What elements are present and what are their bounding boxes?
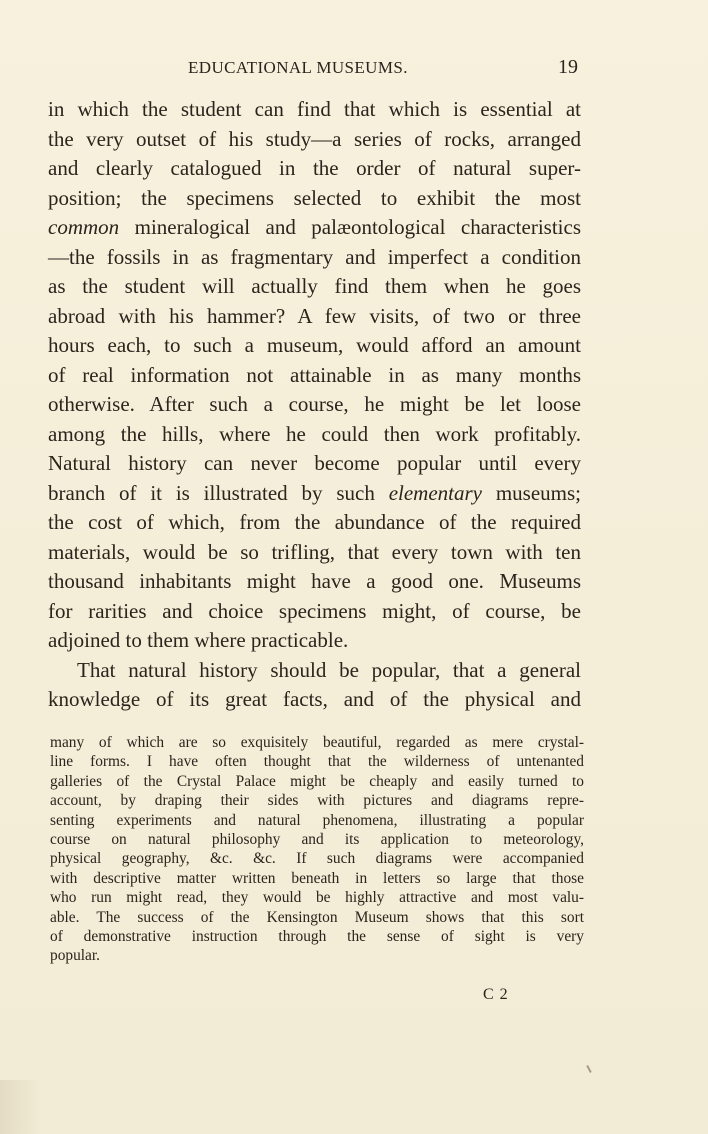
body-line: Natural history can never become popular until every — [48, 451, 581, 475]
page-header — [0, 56, 708, 84]
body-line: position; the specimens selected to exhibit the most — [48, 185, 581, 210]
signature-mark: C 2 — [483, 986, 509, 1003]
page-edge-shadow — [0, 1080, 42, 1134]
footnote-text — [50, 733, 584, 966]
body-line: and clearly catalogued in the order of natural super- — [48, 156, 581, 180]
body-line: hours each, to such a museum, would afford an amount — [48, 333, 581, 357]
running-head: EDUCATIONAL MUSEUMS. — [188, 58, 408, 77]
emphasis-word-common: common — [48, 215, 120, 239]
body-line: adjoined to them where practicable. — [48, 628, 349, 652]
body-line: materials, would be so trifling, that every town with ten — [48, 539, 581, 564]
body-line: of real information not attainable in as many months — [48, 362, 581, 387]
body-line: —the fossils in as fragmentary and imperfect a condition — [48, 244, 581, 269]
footnote-line: able. The success of the Kensington Museum shows that this sort — [50, 908, 584, 926]
body-line: in which the student can find that which is essential at — [48, 97, 581, 121]
body-line: That natural history should be popular, that a general — [77, 657, 581, 682]
paper-speck — [586, 1065, 592, 1073]
footnote-line: with descriptive matter written beneath in letters so large that those — [50, 869, 584, 887]
footnote-line: popular. — [50, 947, 101, 965]
body-line: abroad with his hammer? A few visits, of two or three — [48, 303, 581, 328]
body-line: the very outset of his study—a series of rocks, arranged — [48, 126, 581, 151]
page-number: 19 — [558, 56, 578, 78]
body-line-fragment: mineralogical and palæontological characteristics — [119, 215, 581, 239]
body-line: otherwise. After such a course, he might be let loose — [48, 392, 581, 416]
footnote-line: physical geography, &c. &c. If such diagrams were accompanied — [50, 850, 584, 868]
body-line-fragment: museums; — [481, 480, 581, 505]
body-line: thousand inhabitants might have a good one. Museums — [48, 569, 581, 593]
body-line-with-emphasis — [48, 213, 581, 243]
body-line-with-emphasis — [48, 479, 581, 509]
footnote-line: who run might read, they would be highly attractive and most valu- — [50, 889, 584, 907]
body-line: for rarities and choice specimens might, of course, be — [48, 598, 581, 623]
footnote-line: many of which are so exquisitely beautiful, regarded as mere crystal- — [50, 734, 584, 751]
main-body-text — [48, 95, 581, 715]
footnote-line: course on natural philosophy and its application to meteorology, — [50, 831, 584, 849]
footnote-line: galleries of the Crystal Palace might be cheaply and easily turned to — [50, 772, 584, 790]
body-line: as the student will actually find them when he goes — [48, 274, 581, 298]
body-line: the cost of which, from the abundance of the required — [48, 510, 581, 534]
body-line-fragment: branch of it is illustrated by such — [48, 480, 389, 505]
footnote-line: line forms. I have often thought that the wilderness of untenanted — [50, 753, 584, 771]
footnote-line: of demonstrative instruction through the sense of sight is very — [50, 928, 584, 946]
emphasis-word-elementary: elementary — [388, 480, 482, 505]
footnote-line: senting experiments and natural phenomena, illustrating a popular — [50, 811, 584, 829]
body-line: knowledge of its great facts, and of the physical and — [48, 687, 581, 711]
body-line: among the hills, where he could then work profitably. — [48, 421, 581, 446]
footnote-line: account, by draping their sides with pictures and diagrams repre- — [50, 792, 584, 810]
